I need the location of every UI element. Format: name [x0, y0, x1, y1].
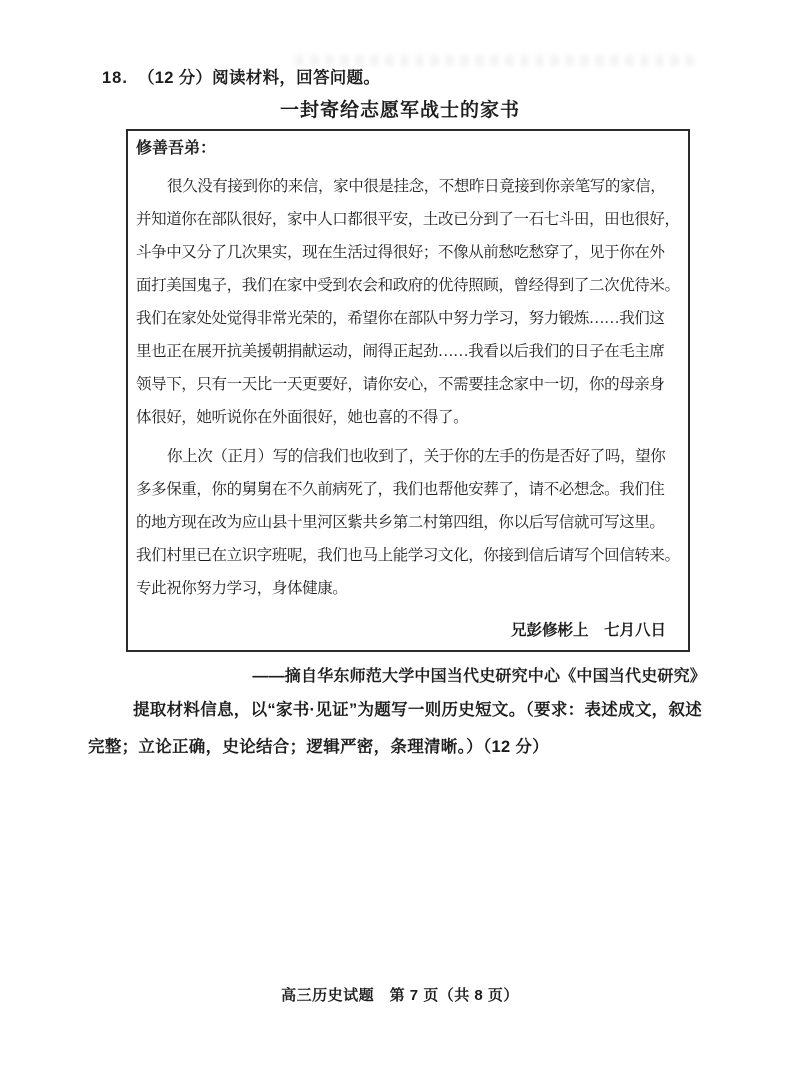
- letter-line: 的地方现在改为应山县十里河区紫共乡第二村第四组，你以后写信就可写这里。: [136, 514, 665, 531]
- letter-line: 我们在家处处觉得非常光荣的，希望你在部队中努力学习，努力锻炼……我们这: [136, 310, 665, 327]
- material-source: ——摘自华东师范大学中国当代史研究中心《中国当代史研究》: [252, 668, 706, 685]
- letter-line: 并知道你在部队很好，家中人口都很平安，土改已分到了一石七斗田，田也很好，: [136, 211, 680, 228]
- letter-signature: 兄彭修彬上 七月八日: [510, 622, 666, 639]
- letter-line: 领导下，只有一天比一天更要好，请你安心，不需要挂念家中一切，你的母亲身: [136, 376, 665, 393]
- question-line: [102, 64, 380, 88]
- letter-line: 体很好，她听说你在外面很好，她也喜的不得了。: [136, 409, 469, 426]
- letter-line: 专此祝你努力学习，身体健康。: [136, 580, 348, 597]
- letter-line: 面打美国鬼子，我们在家中受到农会和政府的优待照顾，曾经得到了二次优待米。: [136, 277, 680, 294]
- letter-line: 很久没有接到你的来信，家中很是挂念，不想昨日竟接到你亲笔写的家信，: [167, 178, 666, 195]
- letter-salutation: 修善吾弟：: [136, 140, 217, 157]
- question-number: 18.: [102, 69, 128, 87]
- page-footer: 高三历史试题 第 7 页（共 8 页）: [281, 987, 519, 1004]
- letter-body: [128, 131, 688, 647]
- letter-line: 斗争中又分了几次果实，现在生活过得很好；不像从前愁吃愁穿了，见于你在外: [136, 244, 665, 261]
- question-intro: （12 分）阅读材料，回答问题。: [137, 69, 381, 87]
- task-text-line-1: 提取材料信息，以“家书·见证”为题写一则历史短文。（要求：表述成文，叙述: [133, 701, 703, 719]
- letter-line: 你上次（正月）写的信我们也收到了，关于你的左手的伤是否好了吗，望你: [167, 448, 666, 465]
- letter-line: 多多保重，你的舅舅在不久前病死了，我们也帮他安葬了，请不必想念。我们住: [136, 481, 665, 498]
- material-title: 一封寄给志愿军战士的家书: [279, 100, 520, 121]
- letter-box: [126, 129, 690, 652]
- letter-line: 我们村里已在立识字班呢，我们也马上能学习文化，你接到信后请写个回信转来。: [136, 547, 680, 564]
- letter-line: 里也正在展开抗美援朝捐献运动，闹得正起劲……我看以后我们的日子在毛主席: [136, 343, 665, 360]
- task-text-line-2: 完整；立论正确，史论结合；逻辑严密，条理清晰。）（12 分）: [88, 738, 549, 756]
